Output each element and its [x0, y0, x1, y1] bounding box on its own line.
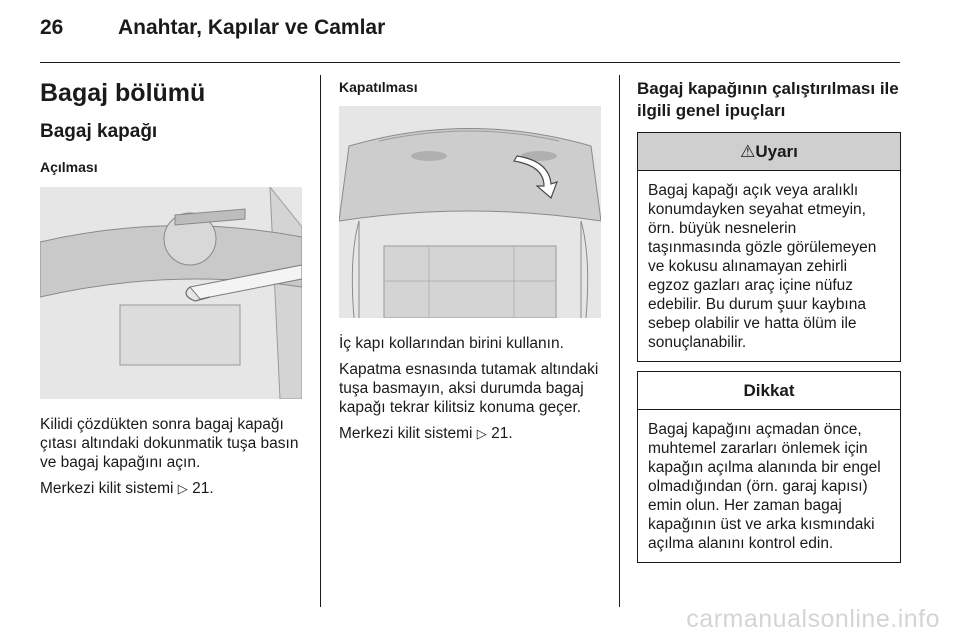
warning-title: Uyarı	[755, 142, 798, 161]
header-rule	[40, 62, 900, 63]
central-locking-reference-1	[40, 479, 302, 498]
notice-title: Dikkat	[743, 381, 795, 400]
warning-text: Bagaj kapağı açık veya aralıklı konumdayken seyahat etmeyin, örn. büyük nesnelerin taşınmasında gözle görülemeyen ve kokusu alınamayan zehirli egzoz gazları araç içine nüfuz edebilir. Bu durum şuur kaybına sebep olabilir ve hatta ölüm ile sonuçlanabilir.	[648, 182, 877, 351]
chapter-title: Anahtar, Kapılar ve Camlar	[118, 16, 386, 39]
page-number: 26	[40, 16, 64, 39]
notice-text: Bagaj kapağını açmadan önce, muhtemel zararları önlemek için kapağın açılma alanında bir engel olmadığından (örn. garaj kapısı) emin olun. Her zaman bagaj kapağının üst ve arka kısmındaki açılma alanını kontrol edin.	[648, 421, 881, 552]
warning-box	[637, 132, 901, 362]
column-3	[637, 78, 901, 563]
opening-title: Açılması	[40, 159, 98, 175]
section-title: Bagaj bölümü	[40, 79, 206, 107]
column-2	[339, 78, 601, 450]
tailgate-closing-drawing	[339, 106, 601, 318]
inner-handle-instruction: İç kapı kollarından birini kullanın.	[339, 335, 564, 352]
xref-page: 21.	[192, 480, 214, 497]
site-watermark: carmanualsonline.info	[686, 605, 940, 633]
tailgate-closing-illustration	[339, 106, 601, 318]
arrow-reference-icon: ▷	[177, 481, 188, 496]
tailgate-opening-illustration	[40, 187, 302, 399]
xref-text: Merkezi kilit sistemi	[40, 480, 174, 497]
arrow-reference-icon: ▷	[476, 426, 487, 441]
column-divider-2	[619, 75, 620, 607]
button-warning-instruction: Kapatma esnasında tutamak altındaki tuşa basmayın, aksi durumda bagaj kapağı tekrar kilitsiz konuma geçer.	[339, 361, 599, 416]
notice-box-header	[638, 372, 900, 410]
warning-box-header	[638, 133, 900, 171]
warning-triangle-icon: ⚠	[740, 142, 756, 161]
central-locking-reference-2	[339, 424, 601, 443]
opening-instruction: Kilidi çözdükten sonra bagaj kapağı çıtası altındaki dokunmatik tuşa basın ve bagaj kapağını açın.	[40, 416, 299, 471]
closing-title: Kapatılması	[339, 79, 418, 95]
xref-text: Merkezi kilit sistemi	[339, 425, 473, 442]
column-divider-1	[320, 75, 321, 607]
page-header	[40, 16, 900, 50]
tailgate-handle-drawing	[40, 187, 302, 399]
tips-title: Bagaj kapağının çalıştırılması ile ilgili genel ipuçları	[637, 79, 899, 120]
notice-box	[637, 371, 901, 563]
column-1	[40, 78, 302, 505]
xref-page: 21.	[491, 425, 513, 442]
subsection-title: Bagaj kapağı	[40, 121, 158, 142]
